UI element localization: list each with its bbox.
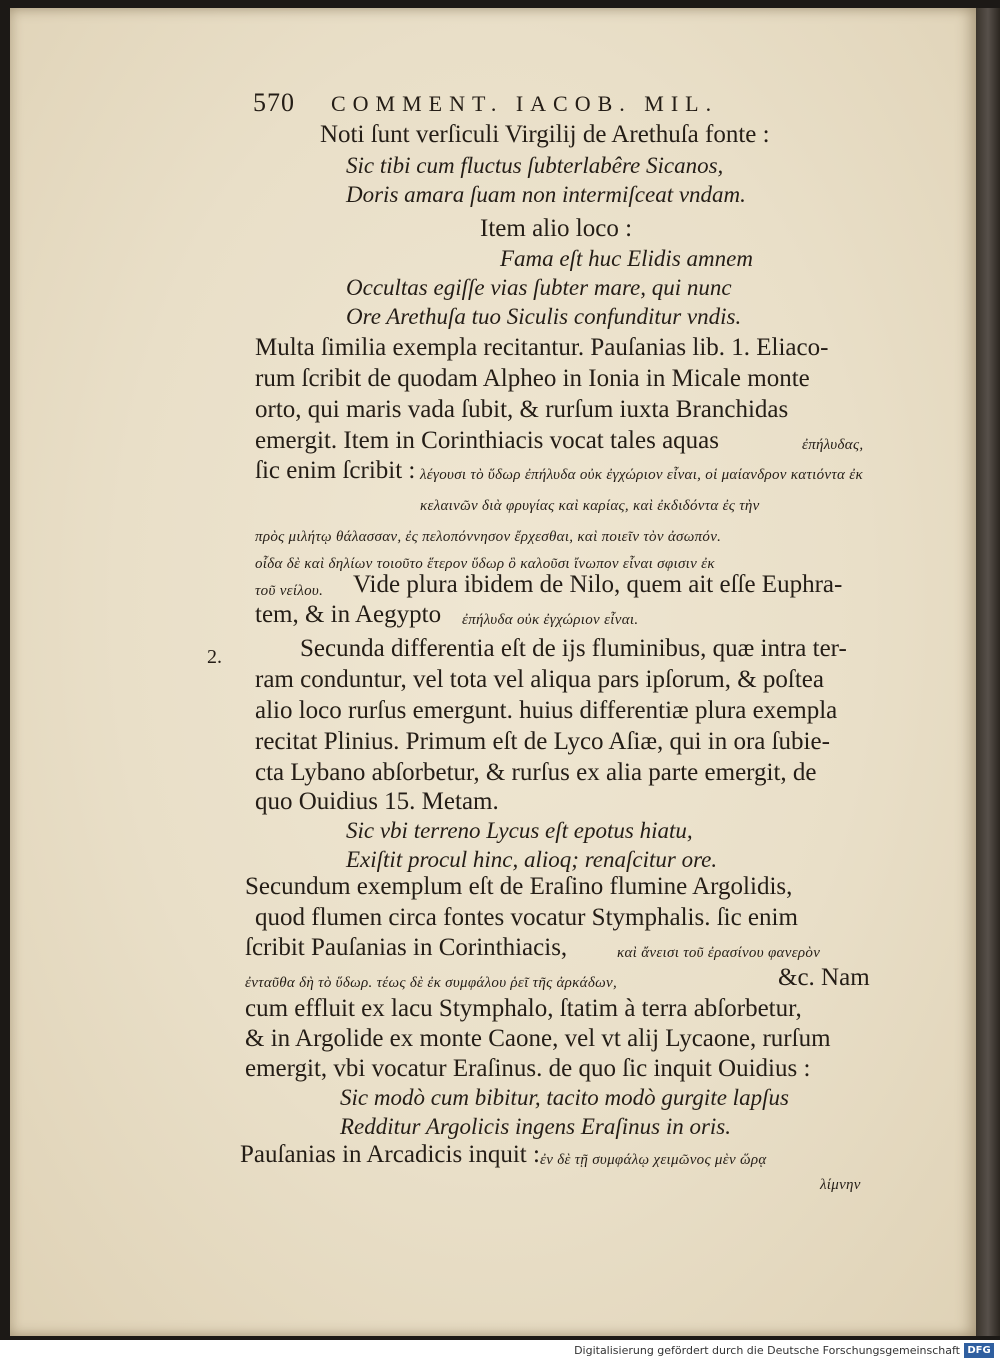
verse-line: Sic vbi terreno Lycus eſt epotus hiatu, <box>346 818 693 843</box>
text-line: Secundum exemplum eſt de Eraſino flumine Argolidis, <box>245 873 793 900</box>
text-line: rum ſcribit de quodam Alpheo in Ionia in Micale monte <box>255 365 810 392</box>
text-line: recitat Plinius. Primum eſt de Lyco Aſiæ, qui in ora ſubie- <box>255 728 830 755</box>
text-line: Multa ſimilia exempla recitantur. Pauſanias lib. 1. Eliaco- <box>255 334 829 361</box>
text-line: Pauſanias in Arcadicis inquit : <box>240 1141 540 1168</box>
greek-line: ἐνταῦθα δὴ τὸ ὕδωρ. τέως δὲ ἐκ συμφάλου ῥεῖ τῆς ἀρκάδων, <box>245 975 618 991</box>
greek-line: πρὸς μιλήτῳ θάλασσαν, ἐς πελοπόννησον ἔρχεσθαι, καὶ ποιεῖν τὸν ἀσωπόν. <box>255 529 722 545</box>
text-line: Secunda differentia eſt de ijs fluminibus, quæ intra ter- <box>300 635 847 662</box>
page-edge <box>976 8 1000 1336</box>
verse-line: Doris amara ſuam non intermiſceat vndam. <box>346 182 746 207</box>
greek-line: καὶ ἄνεισι τοῦ ἐρασίνου φανερὸν <box>617 945 821 961</box>
greek-line: ἐπήλυδα οὐκ ἐγχώριον εἶναι. <box>462 612 639 628</box>
running-title: COMMENT. IACOB. MIL. <box>331 91 719 116</box>
verse-line: Sic modò cum bibitur, tacito modò gurgite lapſus <box>340 1085 789 1110</box>
greek-line: τοῦ νείλου. <box>255 583 324 599</box>
text-line: & in Argolide ex monte Caone, vel vt alij Lycaone, rurſum <box>245 1025 831 1052</box>
text-line: emergit. Item in Corinthiacis vocat tales aquas <box>255 427 719 454</box>
verse-line: Exiſtit procul hinc, alioq; renaſcitur ore. <box>346 847 718 872</box>
verse-line: Redditur Argolicis ingens Eraſinus in oris. <box>340 1114 732 1139</box>
text-line: tem, & in Aegypto <box>255 601 442 628</box>
text-line: orto, qui maris vada ſubit, & rurſum iuxta Branchidas <box>255 396 789 423</box>
text-line: alio loco rurſus emergunt. huius differentiæ plura exempla <box>255 697 838 724</box>
text-line: emergit, vbi vocatur Eraſinus. de quo ſic inquit Ouidius : <box>245 1055 811 1082</box>
text-line: cta Lybano abſorbetur, & rurſus ex alia parte emergit, de <box>255 759 817 786</box>
greek-line: λίμνην <box>820 1177 861 1193</box>
footer-credit: Digitalisierung gefördert durch die Deutsche Forschungsgemeinschaft <box>574 1344 960 1357</box>
text-line: &c. Nam <box>778 964 870 991</box>
text-line: ſic enim ſcribit : <box>255 457 416 484</box>
page-number: 570 <box>253 88 295 117</box>
greek-line: ἐν δὲ τῇ συμφάλῳ χειμῶνος μὲν ὥρᾳ <box>540 1152 767 1168</box>
verse-line: Ore Arethuſa tuo Siculis confunditur vndis. <box>346 304 742 329</box>
dfg-logo-icon: DFG <box>964 1343 994 1358</box>
text-line: ſcribit Pauſanias in Corinthiacis, <box>245 934 568 961</box>
text-line: Vide plura ibidem de Nilo, quem ait eſſe Euphra- <box>353 571 843 598</box>
verse-line: Fama eſt huc Elidis amnem <box>500 246 753 271</box>
greek-word: ἐπήλυδας, <box>802 437 864 453</box>
greek-line: οἶδα δὲ καὶ δηλίων τοιοῦτο ἕτερον ὕδωρ ὃ καλοῦσι ἴνωπον εἶναι σφισιν ἐκ <box>255 556 715 572</box>
verse-line: Occultas egiſſe vias ſubter mare, qui nunc <box>346 275 732 300</box>
book-page <box>10 8 976 1336</box>
margin-note: 2. <box>207 646 222 668</box>
footer-bar <box>0 1340 1000 1362</box>
text-line: quod flumen circa fontes vocatur Stymphalis. ſic enim <box>255 904 798 931</box>
running-header <box>253 88 718 118</box>
greek-quotation: λέγουσι τὸ ὕδωρ ἐπήλυδα οὐκ ἐγχώριον εἶναι, οἱ μαίανδρον κατιόντα ἐκ κελαινῶν διὰ φρυγίας καὶ καρίας, καὶ ἐκδιδόντα ἐς τὴν <box>420 467 863 514</box>
text-line: cum effluit ex lacu Stymphalo, ſtatim à terra abſorbetur, <box>245 995 802 1022</box>
verse-line: Sic tibi cum fluctus ſubterlabêre Sicanos, <box>346 153 724 178</box>
text-line: ram conduntur, vel tota vel aliqua pars ipſorum, & poſtea <box>255 666 824 693</box>
text-line: quo Ouidius 15. Metam. <box>255 788 499 815</box>
text-line: Noti ſunt verſiculi Virgilij de Arethuſa fonte : <box>320 121 770 148</box>
text-line: Item alio loco : <box>480 215 633 242</box>
